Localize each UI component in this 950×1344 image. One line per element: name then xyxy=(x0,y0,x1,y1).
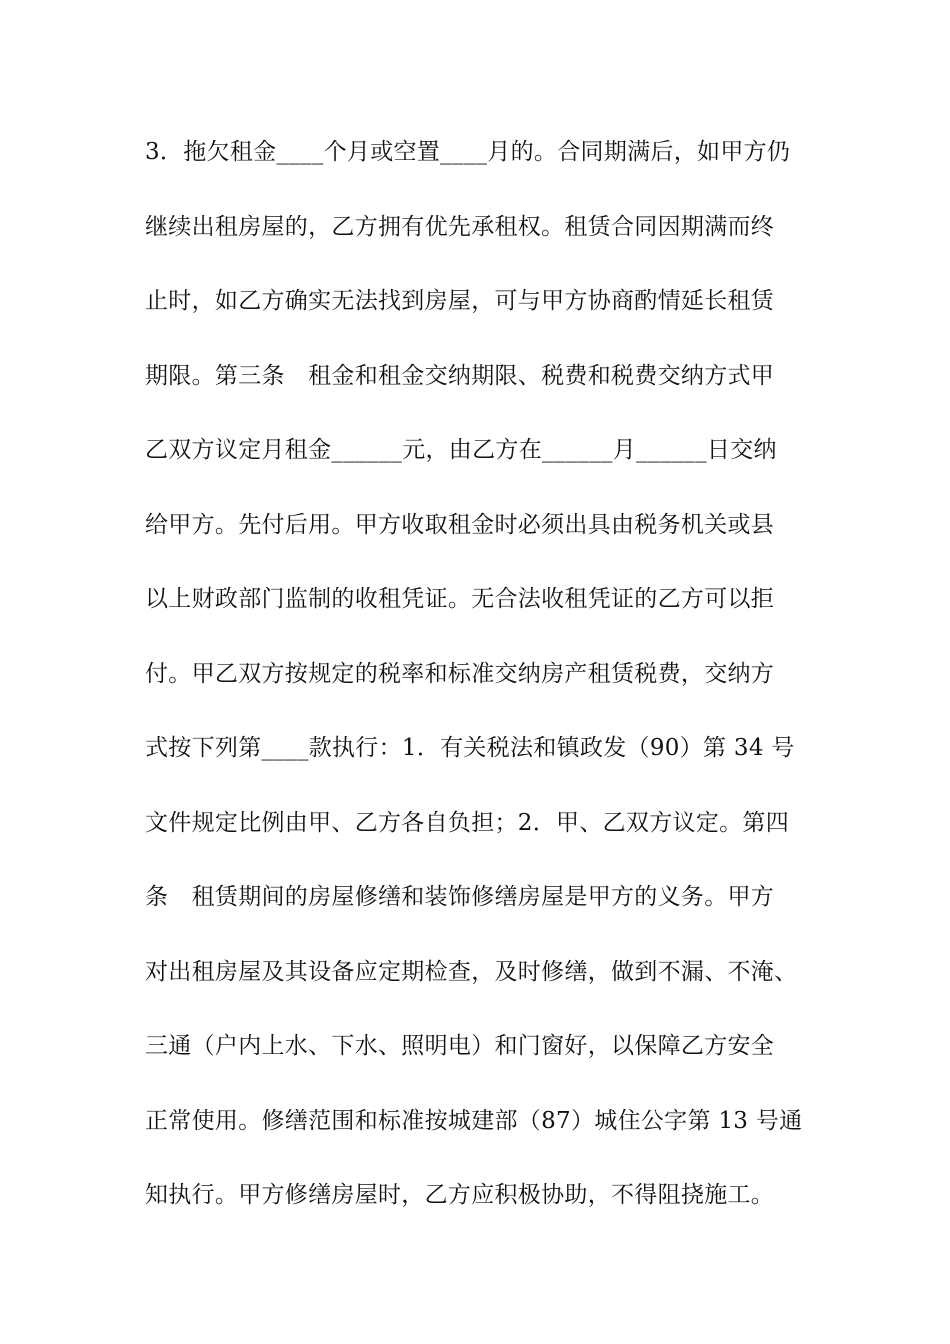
text-line-13: 三通（户内上水、下水、照明电）和门窗好，以保障乙方安全 xyxy=(145,1033,775,1059)
text-line-3: 止时，如乙方确实无法找到房屋，可与甲方协商酌情延长租赁 xyxy=(145,288,775,314)
text-line-4: 期限。第三条 租金和租金交纳期限、税费和税费交纳方式甲 xyxy=(145,362,775,389)
text-line-15: 知执行。甲方修缮房屋时，乙方应积极协助，不得阻挠施工。 xyxy=(145,1182,775,1208)
text-line-1: 3．拖欠租金____个月或空置____月的。合同期满后，如甲方仍 xyxy=(145,139,791,165)
body-text xyxy=(145,132,845,1250)
text-line-10: 文件规定比例由甲、乙方各自负担；2．甲、乙双方议定。第四 xyxy=(145,809,790,836)
text-line-5: 乙双方议定月租金______元，由乙方在______月______日交纳 xyxy=(145,437,777,463)
text-line-9: 式按下列第____款执行：1．有关税法和镇政发（90）第 34 号 xyxy=(145,735,795,761)
text-line-2: 继续出租房屋的，乙方拥有优先承租权。租赁合同因期满而终 xyxy=(145,213,775,240)
text-line-8: 付。甲乙双方按规定的税率和标准交纳房产租赁税费，交纳方 xyxy=(145,660,775,687)
text-line-7: 以上财政部门监制的收租凭证。无合法收租凭证的乙方可以拒 xyxy=(145,586,775,612)
text-line-12: 对出租房屋及其设备应定期检查，及时修缮，做到不漏、不淹、 xyxy=(145,958,798,985)
text-line-11: 条 租赁期间的房屋修缮和装饰修缮房屋是甲方的义务。甲方 xyxy=(145,884,775,910)
text-line-6: 给甲方。先付后用。甲方收取租金时必须出具由税务机关或县 xyxy=(145,511,775,538)
text-line-14: 正常使用。修缮范围和标准按城建部（87）城住公字第 13 号通 xyxy=(145,1107,803,1134)
